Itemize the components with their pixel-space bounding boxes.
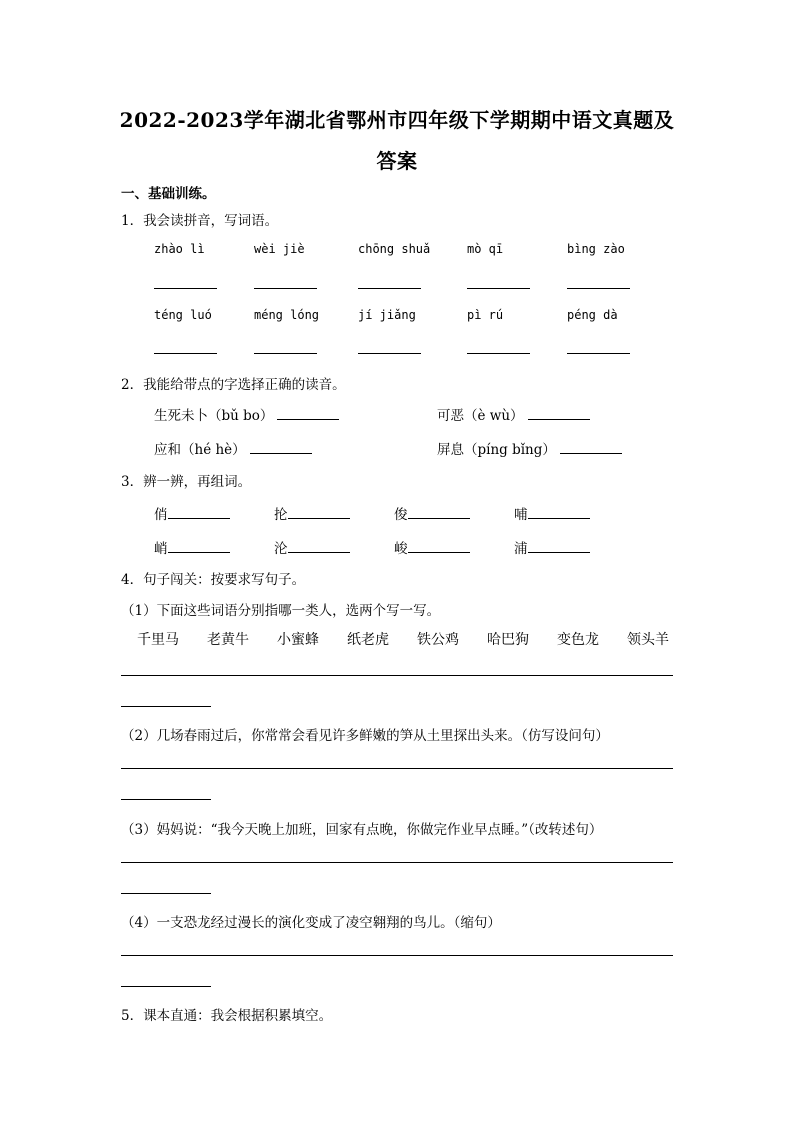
pinyin-10: péng dà xyxy=(567,308,618,322)
question-4-label: 4．句子闯关：按要求写句子。 xyxy=(121,572,306,588)
answer-blank[interactable] xyxy=(560,440,622,454)
page-title-line1: 2022-2023学年湖北省鄂州市四年级下学期期中语文真题及 xyxy=(119,108,675,132)
answer-line[interactable] xyxy=(121,893,211,894)
pinyin-2: wèi jiè xyxy=(254,242,305,256)
question-1-label: 1．我会读拼音，写词语。 xyxy=(121,213,279,229)
answer-line[interactable] xyxy=(121,986,211,987)
char-item xyxy=(514,537,590,557)
char-item xyxy=(154,503,230,523)
reading-item xyxy=(437,438,622,458)
sub-question-3: （3）妈妈说：“我今天晚上加班，回家有点晚，你做完作业早点睡。”（改转述句） xyxy=(121,822,603,838)
section-heading: 一、基础训练。 xyxy=(121,186,216,202)
answer-blank[interactable] xyxy=(168,505,230,519)
reading-item-text: 生死未卜（bǔ bo） xyxy=(154,408,274,424)
answer-blank[interactable] xyxy=(528,505,590,519)
question-2-label: 2．我能给带点的字选择正确的读音。 xyxy=(121,377,346,393)
answer-blank[interactable] xyxy=(358,288,421,289)
answer-blank[interactable] xyxy=(567,353,630,354)
answer-line[interactable] xyxy=(121,955,673,956)
sub-question-1: （1）下面这些词语分别指哪一类人，选两个写一写。 xyxy=(121,603,441,619)
word-item: 铁公鸡 xyxy=(417,632,459,648)
answer-blank[interactable] xyxy=(528,406,590,420)
answer-blank[interactable] xyxy=(288,539,350,553)
char-item xyxy=(394,537,470,557)
answer-blank[interactable] xyxy=(254,288,317,289)
word-item: 领头羊 xyxy=(627,632,669,648)
word-item: 老黄牛 xyxy=(207,632,249,648)
pinyin-6: téng luó xyxy=(154,308,212,322)
char-item xyxy=(394,503,470,523)
answer-blank[interactable] xyxy=(288,505,350,519)
answer-blank[interactable] xyxy=(250,440,312,454)
reading-item xyxy=(154,438,312,458)
answer-line[interactable] xyxy=(121,862,673,863)
char-item xyxy=(154,537,230,557)
char-text: 抡 xyxy=(274,507,288,523)
question-3-label: 3．辨一辨，再组词。 xyxy=(121,474,252,490)
char-text: 俏 xyxy=(154,507,168,523)
pinyin-9: pì rú xyxy=(467,308,504,322)
answer-line[interactable] xyxy=(121,706,211,707)
answer-blank[interactable] xyxy=(467,288,530,289)
sub-question-2: （2）几场春雨过后，你常常会看见许多鲜嫩的笋从土里探出头来。（仿写设问句） xyxy=(121,728,609,744)
answer-blank[interactable] xyxy=(528,539,590,553)
question-5-label: 5．课本直通：我会根据积累填空。 xyxy=(121,1008,333,1024)
pinyin-4: mò qī xyxy=(467,242,504,256)
char-item xyxy=(514,503,590,523)
reading-item xyxy=(437,404,590,424)
reading-item xyxy=(154,404,339,424)
word-item: 哈巴狗 xyxy=(487,632,529,648)
char-text: 俊 xyxy=(394,507,408,523)
answer-line[interactable] xyxy=(121,768,673,769)
page-title-line2: 答案 xyxy=(376,149,418,173)
answer-blank[interactable] xyxy=(254,353,317,354)
word-item: 千里马 xyxy=(137,632,179,648)
pinyin-1: zhào lì xyxy=(154,242,205,256)
word-item: 纸老虎 xyxy=(347,632,389,648)
char-text: 哺 xyxy=(514,507,528,523)
pinyin-3: chōng shuǎ xyxy=(358,242,431,256)
answer-blank[interactable] xyxy=(154,288,217,289)
reading-item-text: 屏息（píng bǐng） xyxy=(437,442,556,458)
word-item: 变色龙 xyxy=(557,632,599,648)
pinyin-8: jí jiǎng xyxy=(358,308,416,322)
answer-blank[interactable] xyxy=(467,353,530,354)
answer-blank[interactable] xyxy=(168,539,230,553)
answer-blank[interactable] xyxy=(567,288,630,289)
char-item xyxy=(274,537,350,557)
pinyin-5: bìng zào xyxy=(567,242,625,256)
char-text: 浦 xyxy=(514,541,528,557)
char-text: 沦 xyxy=(274,541,288,557)
sub-question-4: （4）一支恐龙经过漫长的演化变成了凌空翱翔的鸟儿。（缩句） xyxy=(121,915,501,931)
answer-blank[interactable] xyxy=(277,406,339,420)
char-item xyxy=(274,503,350,523)
answer-blank[interactable] xyxy=(154,353,217,354)
reading-item-text: 应和（hé hè） xyxy=(154,442,246,458)
answer-blank[interactable] xyxy=(408,539,470,553)
answer-blank[interactable] xyxy=(358,353,421,354)
pinyin-7: méng lóng xyxy=(254,308,320,322)
char-text: 峻 xyxy=(394,541,408,557)
answer-line[interactable] xyxy=(121,675,673,676)
word-item: 小蜜蜂 xyxy=(277,632,319,648)
answer-blank[interactable] xyxy=(408,505,470,519)
reading-item-text: 可恶（è wù） xyxy=(437,408,524,424)
answer-line[interactable] xyxy=(121,799,211,800)
char-text: 峭 xyxy=(154,541,168,557)
